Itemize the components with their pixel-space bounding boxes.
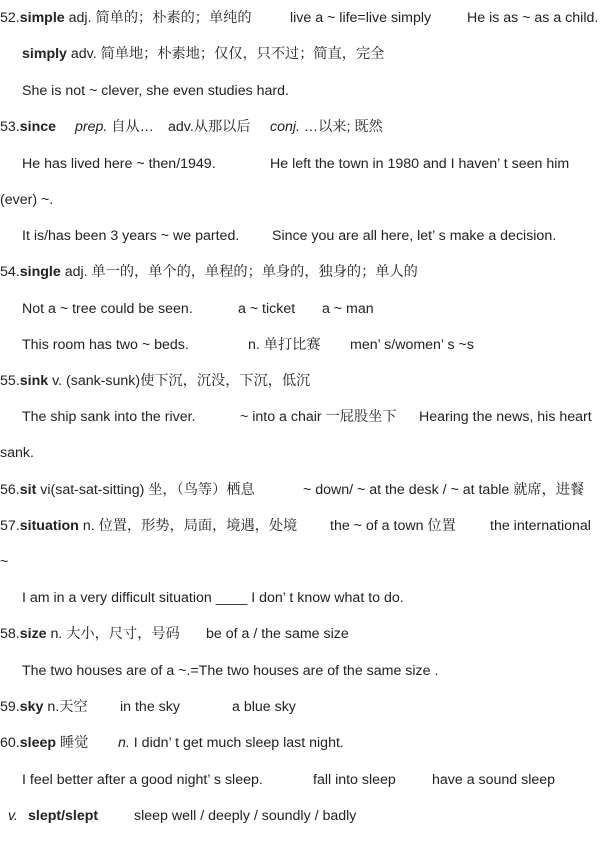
headword: sleep — [19, 735, 57, 751]
entry-number: 59. — [0, 699, 20, 715]
example: a ~ ticket — [238, 301, 296, 317]
entry-number: 52. — [0, 10, 20, 26]
definition: n. 位置，形势，局面，境遇，处境 — [82, 518, 298, 534]
definition: …以来; 既然 — [303, 119, 383, 135]
entry-number: 56. — [0, 482, 20, 498]
example: ~ into a chair 一屁股坐下 — [240, 409, 397, 425]
example: a blue sky — [232, 699, 296, 715]
example: Hearing the news, his heart — [419, 409, 592, 425]
example: live a ~ life=live simply — [290, 10, 432, 26]
example: The ship sank into the river. — [22, 409, 196, 425]
example: Since you are all here, let’ s make a decision. — [272, 228, 557, 244]
entry-number: 60. — [0, 735, 20, 751]
example: I didn’ t get much sleep last night. — [133, 735, 344, 751]
definition: 单一的，单个的，单程的；单身的，独身的；单人的 — [91, 264, 418, 280]
part-of-speech: v. — [8, 808, 18, 824]
example: ~ — [0, 554, 9, 570]
entry-number: 55. — [0, 373, 20, 389]
entry-number: 58. — [0, 626, 20, 642]
part-of-speech: prep. — [75, 119, 108, 135]
example: the international — [490, 518, 591, 534]
headword: situation — [19, 518, 79, 534]
headword: single — [19, 264, 61, 280]
example: sleep well / deeply / soundly / badly — [134, 808, 357, 824]
headword: sky — [19, 699, 44, 715]
part-of-speech: n. — [118, 735, 130, 751]
example: in the sky — [120, 699, 180, 715]
example: He has lived here ~ then/1949. — [22, 156, 216, 172]
example: fall into sleep — [313, 772, 396, 788]
definition: 自从… — [111, 119, 154, 135]
definition: adv.从那以后 — [168, 119, 251, 135]
definition: n.天空 — [47, 699, 88, 715]
example: the ~ of a town 位置 — [330, 518, 456, 534]
definition: vi(sat-sat-sitting) 坐，（鸟等）栖息 — [40, 482, 255, 498]
headword: since — [19, 119, 57, 135]
example: It is/has been 3 years ~ we parted. — [22, 228, 240, 244]
example: He is as ~ as a child. — [467, 10, 599, 26]
example: be of a / the same size — [206, 626, 349, 642]
entry-number: 54. — [0, 264, 20, 280]
entry-number: 53. — [0, 119, 20, 135]
example: Not a ~ tree could be seen. — [22, 301, 193, 317]
definition: n. 大小，尺寸，号码 — [50, 626, 180, 642]
example: I feel better after a good night’ s sleep. — [22, 772, 263, 788]
part-of-speech: conj. — [270, 119, 300, 135]
part-of-speech: adj. — [68, 10, 92, 26]
headword: sink — [19, 373, 49, 389]
example: This room has two ~ beds. — [22, 337, 189, 353]
definition: adv. 简单地；朴素地；仅仅，只不过；简直，完全 — [70, 46, 385, 62]
example: The two houses are of a ~.=The two houses are of the same size . — [22, 663, 439, 679]
entry-number: 57. — [0, 518, 20, 534]
headword: simple — [19, 10, 65, 26]
example: men’ s/women’ s ~s — [350, 337, 474, 353]
verb-forms: slept/slept — [27, 808, 99, 824]
example: have a sound sleep — [432, 772, 556, 788]
headword: sit — [19, 482, 37, 498]
example: (ever) ~. — [0, 192, 54, 208]
example: She is not ~ clever, she even studies hard. — [22, 83, 289, 99]
definition: v. (sank-sunk)使下沉，沉没，下沉，低沉 — [52, 373, 311, 389]
example: I am in a very difficult situation ____ I don’ t know what to do. — [22, 590, 404, 606]
example: ~ down/ ~ at the desk / ~ at table 就席，进餐 — [303, 482, 585, 498]
headword: size — [19, 626, 47, 642]
part-of-speech: adj. — [64, 264, 88, 280]
definition: 睡觉 — [59, 735, 89, 751]
derived-word: simply — [22, 46, 67, 62]
definition: 简单的；朴素的；单纯的 — [95, 10, 252, 26]
noun-definition: n. 单打比赛 — [248, 337, 321, 353]
example: sank. — [0, 445, 34, 461]
example: a ~ man — [322, 301, 374, 317]
example: He left the town in 1980 and I haven’ t seen him — [270, 156, 570, 172]
